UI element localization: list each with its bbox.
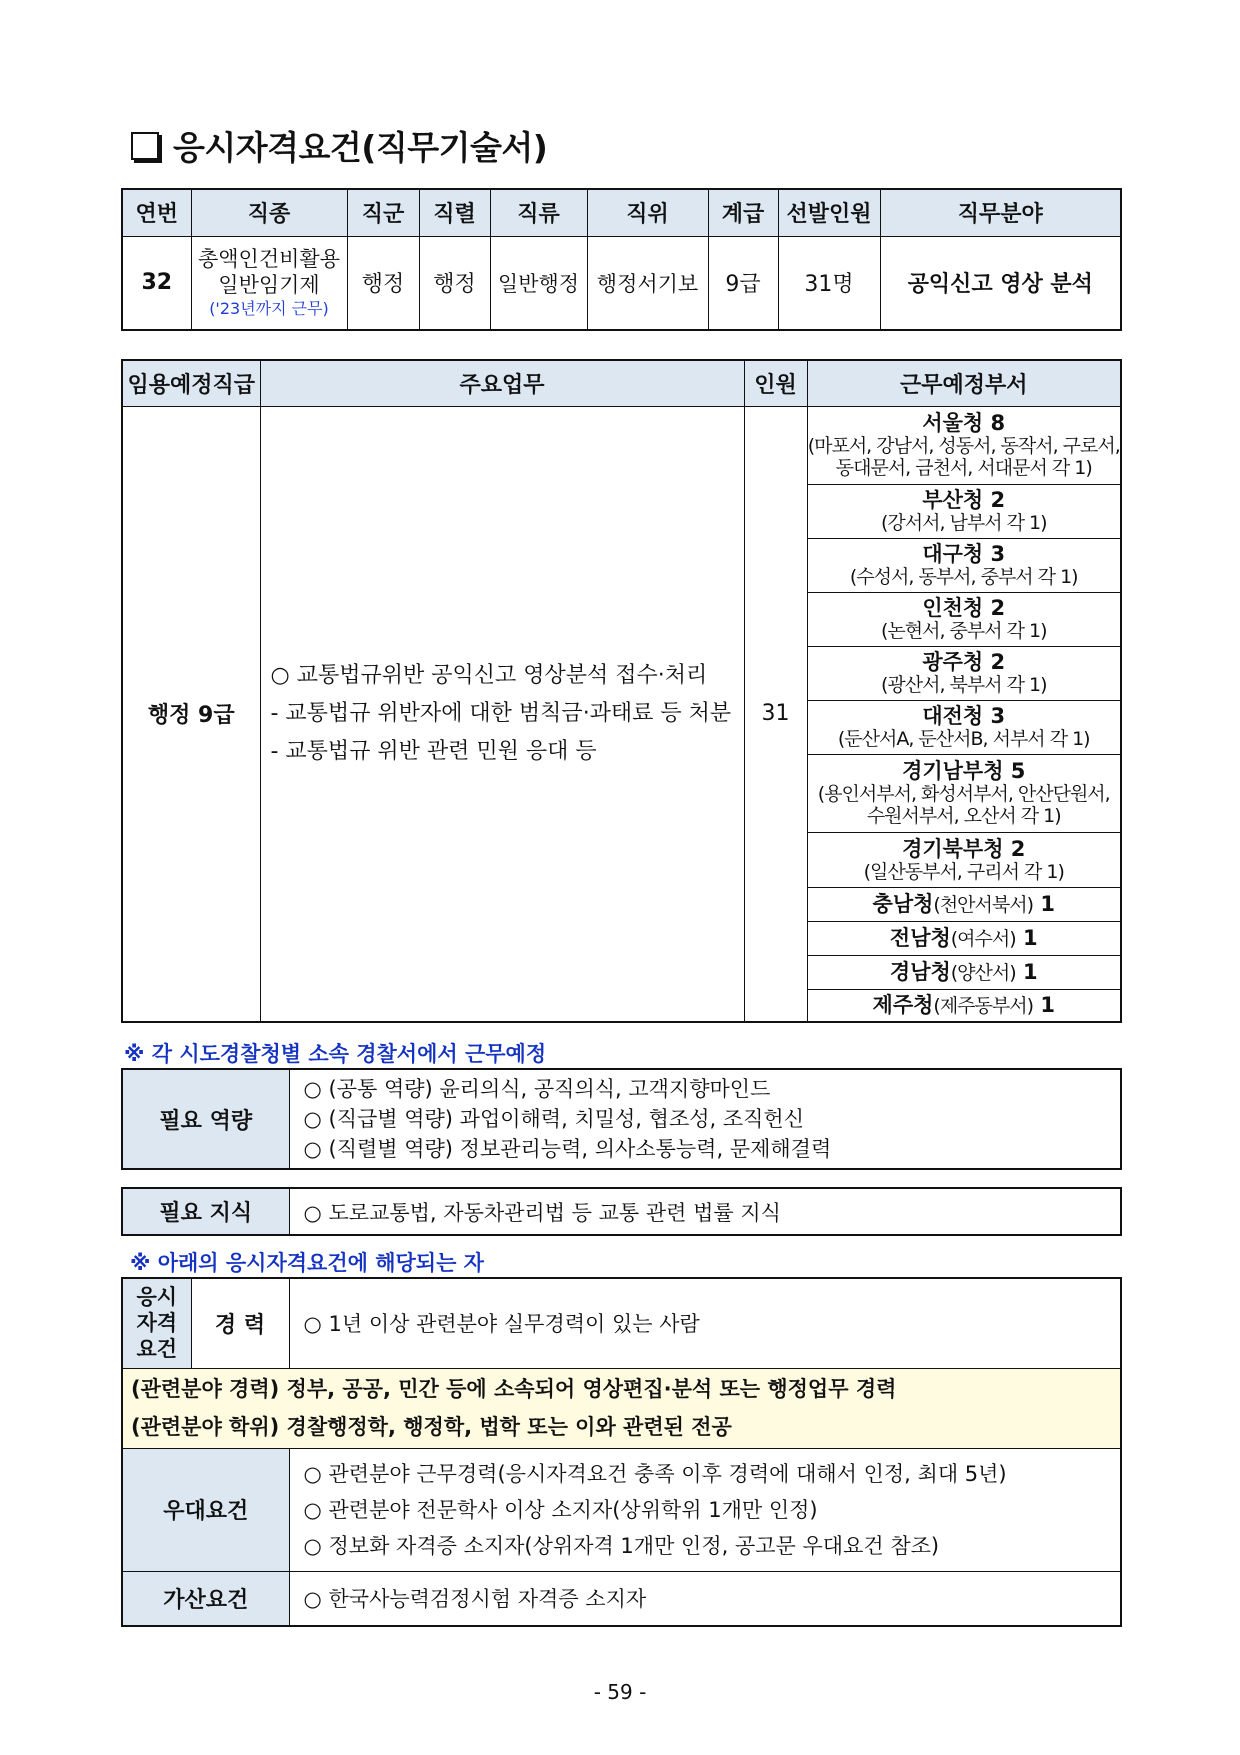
department-detail: (일산동부서, 구리서 각 1) (863, 860, 1064, 883)
cell-grade: 9급 (708, 236, 778, 330)
knowledge-label: 필요 지식 (122, 1188, 289, 1235)
header-group: 직군 (347, 189, 419, 236)
department-detail: (논현서, 중부서 각 1) (880, 620, 1047, 642)
competency-item: ○ (공통 역량) 윤리의식, 공직의식, 고객지향마인드 (303, 1077, 771, 1101)
department-detail: 수원서부서, 오산서 각 1) (866, 805, 1061, 827)
type-note: ('23년까지 근무) (209, 298, 329, 318)
page-title (131, 122, 547, 169)
department-detail: (광산서, 북부서 각 1) (880, 674, 1047, 696)
department-name: 광주청 2 (922, 650, 1006, 674)
header-count: 선발인원 (778, 189, 880, 236)
header-duties: 주요업무 (260, 360, 744, 406)
qualification-label-line: 요건 (136, 1337, 178, 1362)
department-detail: (제주동부서) (933, 994, 1034, 1017)
department-detail: (양산서) (950, 961, 1016, 984)
department-name: 경남청 (889, 959, 951, 984)
preference-list (289, 1448, 1121, 1571)
department-jeonnam (807, 921, 1121, 955)
cell-position: 행정서기보 (587, 236, 708, 330)
department-count: 1 (1015, 959, 1038, 984)
department-count: 1 (1033, 992, 1055, 1017)
department-detail: (수성서, 동부서, 중부서 각 1) (849, 566, 1078, 588)
qualification-table (121, 1277, 1122, 1627)
department-chungnam (807, 887, 1121, 921)
cell-count: 31명 (778, 236, 880, 330)
department-gyeonggi-south (807, 754, 1121, 832)
header-rank: 임용예정직급 (122, 360, 260, 406)
department-name: 제주청 (872, 992, 934, 1017)
department-name: 대구청 3 (922, 542, 1006, 566)
knowledge-table (121, 1187, 1122, 1236)
experience-label: 경 력 (191, 1278, 289, 1368)
cell-duty-count: 31 (744, 406, 807, 1022)
cell-rank: 행정 9급 (122, 406, 260, 1022)
department-name: 대전청 3 (922, 704, 1006, 728)
cell-duties (260, 406, 744, 1022)
cell-group: 행정 (347, 236, 419, 330)
department-jeju (807, 989, 1121, 1022)
department-name: 부산청 2 (922, 488, 1006, 512)
duty-item: - 교통법규 위반자에 대한 범칙금·과태료 등 처분 (270, 700, 732, 726)
department-daejeon (807, 700, 1121, 754)
department-name: 경기북부청 2 (902, 836, 1026, 861)
department-daegu (807, 538, 1121, 592)
competency-table (121, 1068, 1122, 1170)
duty-table (121, 359, 1122, 1023)
department-detail: 동대문서, 금천서, 서대문서 각 1) (835, 457, 1092, 479)
department-name: 경기남부청 5 (902, 759, 1026, 783)
field-experience: (관련분야 경력) 정부, 공공, 민간 등에 소속되어 영상편집·분석 또는 행정업무 경력 (131, 1377, 897, 1401)
department-gyeonggi-north (807, 832, 1121, 887)
cell-no: 32 (122, 236, 191, 330)
department-name: 전남청 (889, 925, 951, 950)
cell-category: 일반행정 (490, 236, 587, 330)
preference-label: 우대요건 (122, 1448, 289, 1571)
note-qualification: ※ 아래의 응시자격요건에 해당되는 자 (130, 1251, 484, 1275)
department-gyeongnam (807, 955, 1121, 989)
department-detail: (천안서북서) (933, 893, 1034, 916)
competency-list (289, 1069, 1121, 1169)
preference-item: ○ 정보화 자격증 소지자(상위자격 1개만 인정, 공고문 우대요건 참조) (303, 1533, 940, 1558)
header-departments: 근무예정부서 (807, 360, 1121, 406)
cell-type (191, 236, 347, 330)
page-number: - 59 - (593, 1680, 647, 1704)
competency-label: 필요 역량 (122, 1069, 289, 1169)
department-count: 1 (1033, 891, 1055, 916)
department-name: 충남청 (872, 891, 934, 916)
qualification-label-line: 자격 (136, 1311, 178, 1336)
preference-item: ○ 관련분야 전문학사 이상 소지자(상위학위 1개만 인정) (303, 1497, 818, 1522)
duty-item: ○ 교통법규위반 공익신고 영상분석 접수·처리 (270, 662, 708, 688)
header-series: 직렬 (419, 189, 490, 236)
bonus-label: 가산요건 (122, 1571, 289, 1626)
competency-item: ○ (직렬별 역량) 정보관리능력, 의사소통능력, 문제해결력 (303, 1137, 832, 1161)
department-busan (807, 484, 1121, 538)
knowledge-text: ○ 도로교통법, 자동차관리법 등 교통 관련 법률 지식 (289, 1188, 1121, 1235)
bonus-text: ○ 한국사능력검정시험 자격증 소지자 (289, 1571, 1121, 1626)
header-position: 직위 (587, 189, 708, 236)
department-detail: (둔산서A, 둔산서B, 서부서 각 1) (837, 728, 1090, 750)
department-name: 인천청 2 (922, 596, 1006, 620)
department-detail: (강서서, 남부서 각 1) (880, 512, 1047, 534)
competency-item: ○ (직급별 역량) 과업이해력, 치밀성, 협조성, 조직헌신 (303, 1107, 805, 1131)
page-title-text: 응시자격요건(직무기술서) (173, 128, 548, 167)
cell-series: 행정 (419, 236, 490, 330)
qualification-label (122, 1278, 191, 1368)
department-detail: (여수서) (950, 927, 1016, 950)
department-seoul (807, 406, 1121, 484)
department-gwangju (807, 646, 1121, 700)
preference-item: ○ 관련분야 근무경력(응시자격요건 충족 이후 경력에 대해서 인정, 최대 5년) (303, 1461, 1007, 1486)
type-line1: 총액인건비활용 (197, 246, 340, 271)
department-detail: (마포서, 강남서, 성동서, 동작서, 구로서, (807, 435, 1120, 457)
qualification-label-line: 응시 (136, 1285, 178, 1310)
checkbox-square-icon (131, 132, 159, 160)
header-field: 직무분야 (880, 189, 1121, 236)
header-no: 연번 (122, 189, 191, 236)
type-line2: 일반임기제 (218, 272, 320, 297)
experience-text: ○ 1년 이상 관련분야 실무경력이 있는 사람 (289, 1278, 1121, 1368)
job-table (121, 188, 1122, 331)
department-name: 서울청 8 (922, 411, 1006, 435)
header-grade: 계급 (708, 189, 778, 236)
header-type: 직종 (191, 189, 347, 236)
header-category: 직류 (490, 189, 587, 236)
duty-item: - 교통법규 위반 관련 민원 응대 등 (270, 738, 597, 764)
cell-field: 공익신고 영상 분석 (880, 236, 1121, 330)
department-detail: (용인서부서, 화성서부서, 안산단원서, (817, 783, 1110, 805)
field-degree: (관련분야 학위) 경찰행정학, 행정학, 법학 또는 이와 관련된 전공 (131, 1415, 732, 1439)
field-definition (122, 1368, 1121, 1448)
department-count: 1 (1015, 925, 1038, 950)
note-work-location: ※ 각 시도경찰청별 소속 경찰서에서 근무예정 (124, 1042, 547, 1066)
department-incheon (807, 592, 1121, 646)
header-duty-count: 인원 (744, 360, 807, 406)
